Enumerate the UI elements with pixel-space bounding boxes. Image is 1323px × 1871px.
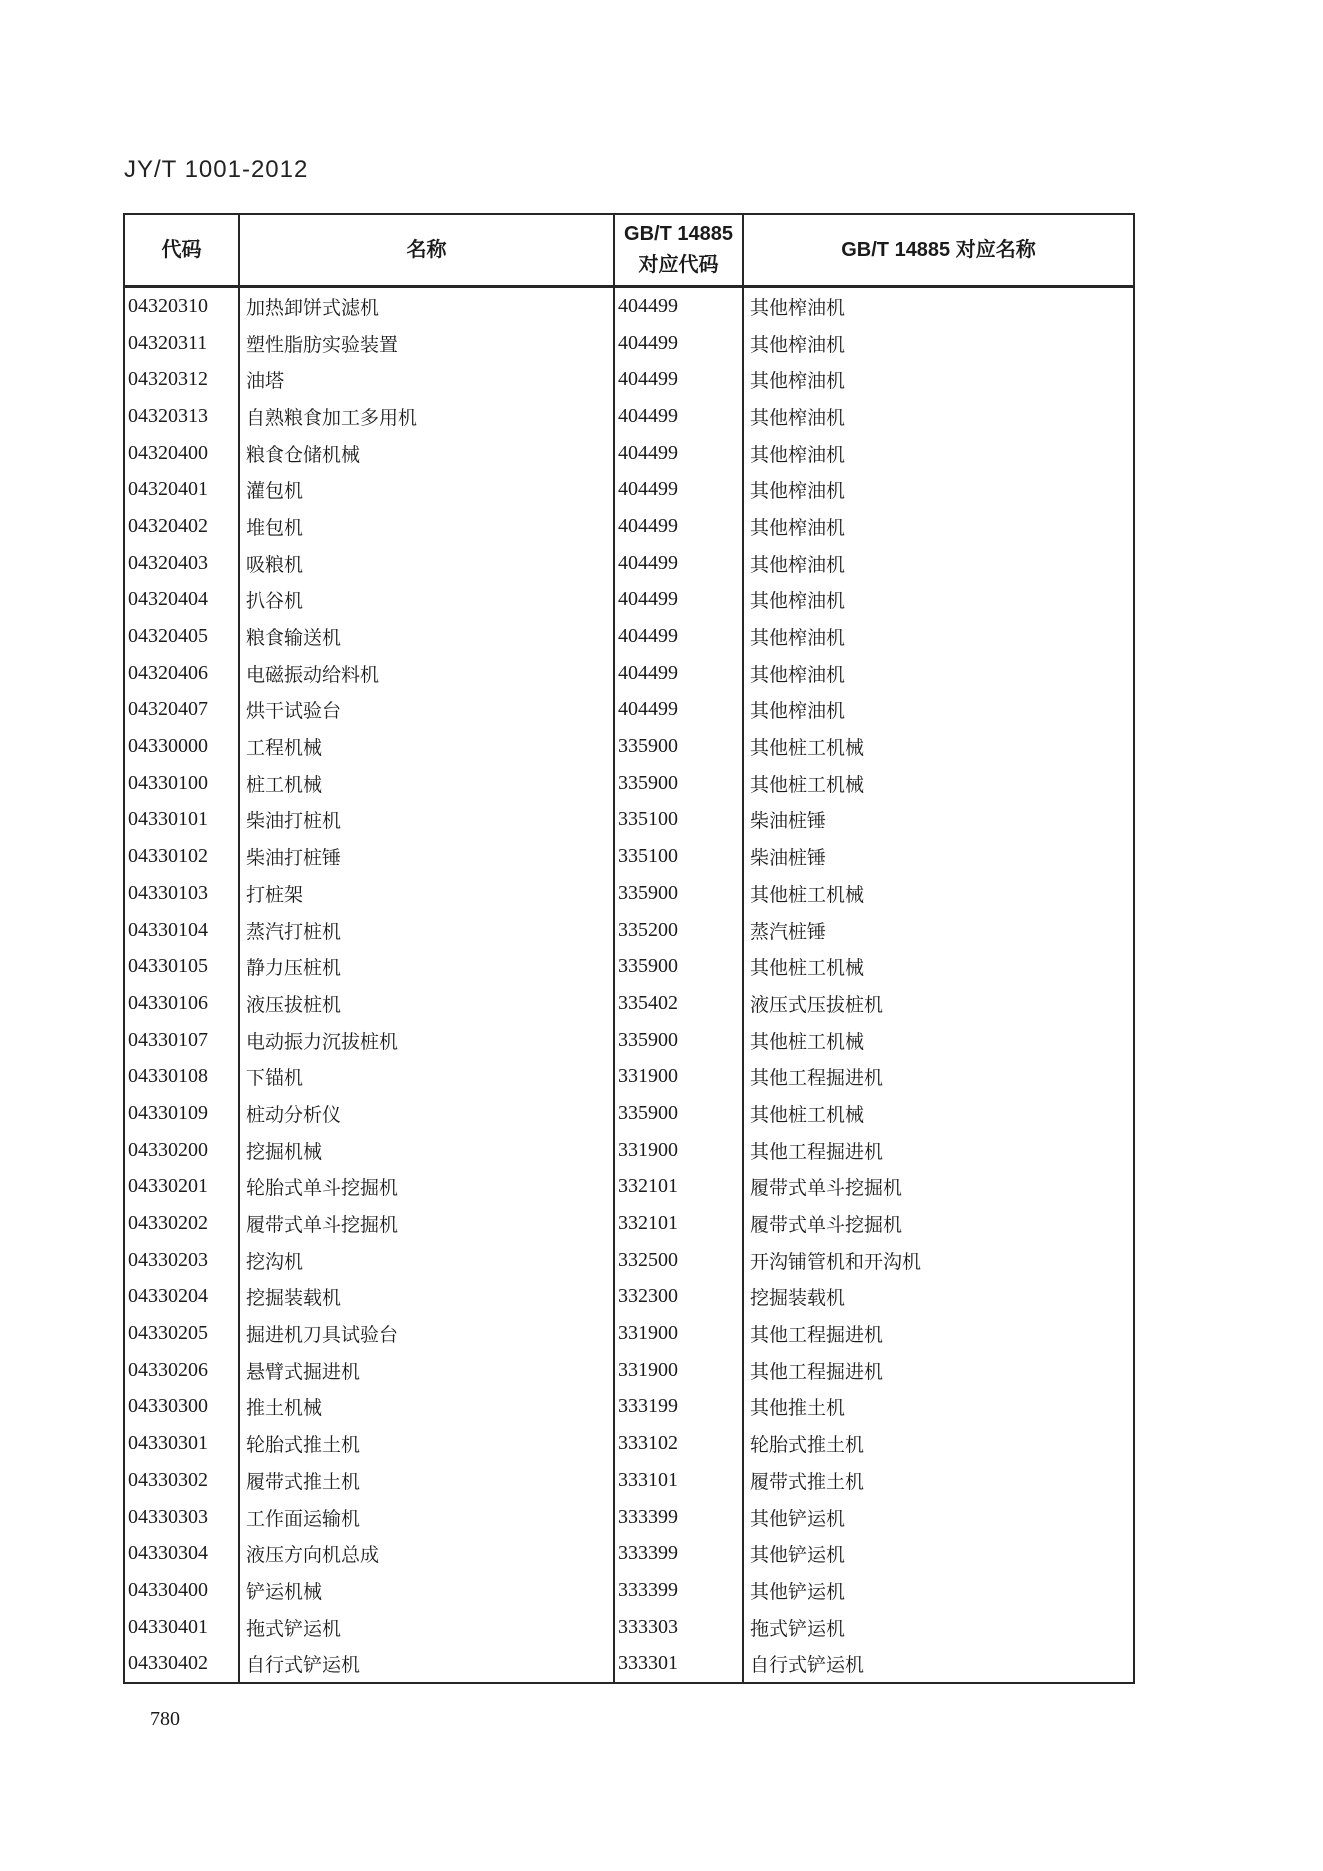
table-row (124, 875, 1134, 912)
cell-gbt-code: 404499 (614, 287, 743, 325)
cell-gbt-name: 其他榨油机 (743, 435, 1134, 472)
cell-name: 履带式推土机 (239, 1462, 614, 1499)
cell-gbt-name: 其他榨油机 (743, 398, 1134, 435)
cell-gbt-name: 履带式推土机 (743, 1462, 1134, 1499)
table-row (124, 655, 1134, 692)
cell-code: 04320313 (124, 398, 239, 435)
cell-code: 04330107 (124, 1022, 239, 1059)
table-row (124, 1022, 1134, 1059)
cell-gbt-code: 333399 (614, 1572, 743, 1609)
cell-code: 04320405 (124, 618, 239, 655)
table-row (124, 1058, 1134, 1095)
cell-gbt-code: 404499 (614, 361, 743, 398)
cell-code: 04330401 (124, 1609, 239, 1646)
cell-gbt-code: 331900 (614, 1132, 743, 1169)
cell-gbt-code: 404499 (614, 398, 743, 435)
cell-code: 04330300 (124, 1389, 239, 1426)
cell-code: 04330101 (124, 802, 239, 839)
table-row (124, 582, 1134, 619)
table-row (124, 985, 1134, 1022)
cell-gbt-name: 开沟铺管机和开沟机 (743, 1242, 1134, 1279)
table-row (124, 1462, 1134, 1499)
table-row (124, 1352, 1134, 1389)
table-row (124, 948, 1134, 985)
table-row (124, 1499, 1134, 1536)
cell-gbt-code: 331900 (614, 1352, 743, 1389)
cell-code: 04330400 (124, 1572, 239, 1609)
cell-code: 04330202 (124, 1205, 239, 1242)
cell-code: 04330106 (124, 985, 239, 1022)
cell-gbt-name: 其他桩工机械 (743, 1022, 1134, 1059)
cell-gbt-code: 404499 (614, 582, 743, 619)
cell-gbt-code: 333399 (614, 1535, 743, 1572)
cell-gbt-name: 柴油桩锤 (743, 838, 1134, 875)
table-header (124, 214, 1134, 287)
column-header-code: 代码 (124, 214, 239, 287)
cell-gbt-name: 自行式铲运机 (743, 1645, 1134, 1683)
cell-gbt-name: 其他榨油机 (743, 471, 1134, 508)
cell-code: 04320403 (124, 545, 239, 582)
code-mapping-table-wrap (123, 213, 1135, 1684)
cell-name: 油塔 (239, 361, 614, 398)
cell-code: 04330206 (124, 1352, 239, 1389)
page-number: 780 (150, 1708, 180, 1730)
cell-name: 工作面运输机 (239, 1499, 614, 1536)
cell-code: 04320406 (124, 655, 239, 692)
cell-name: 掘进机刀具试验台 (239, 1315, 614, 1352)
cell-name: 自行式铲运机 (239, 1645, 614, 1683)
cell-code: 04330102 (124, 838, 239, 875)
table-row (124, 471, 1134, 508)
cell-gbt-name: 其他工程掘进机 (743, 1352, 1134, 1389)
cell-gbt-code: 333303 (614, 1609, 743, 1646)
cell-gbt-code: 331900 (614, 1058, 743, 1095)
cell-name: 柴油打桩机 (239, 802, 614, 839)
cell-gbt-code: 335900 (614, 728, 743, 765)
cell-name: 轮胎式单斗挖掘机 (239, 1169, 614, 1206)
cell-gbt-name: 其他榨油机 (743, 655, 1134, 692)
cell-gbt-code: 404499 (614, 508, 743, 545)
cell-gbt-name: 其他工程掘进机 (743, 1058, 1134, 1095)
cell-name: 蒸汽打桩机 (239, 912, 614, 949)
cell-name: 履带式单斗挖掘机 (239, 1205, 614, 1242)
cell-name: 铲运机械 (239, 1572, 614, 1609)
table-row (124, 1572, 1134, 1609)
cell-gbt-name: 其他桩工机械 (743, 728, 1134, 765)
table-row (124, 435, 1134, 472)
table-row (124, 912, 1134, 949)
cell-gbt-name: 其他铲运机 (743, 1499, 1134, 1536)
table-row (124, 1389, 1134, 1426)
table-row (124, 508, 1134, 545)
cell-gbt-name: 其他桩工机械 (743, 765, 1134, 802)
cell-gbt-code: 333102 (614, 1425, 743, 1462)
cell-name: 灌包机 (239, 471, 614, 508)
cell-name: 轮胎式推土机 (239, 1425, 614, 1462)
cell-gbt-code: 331900 (614, 1315, 743, 1352)
table-row (124, 287, 1134, 325)
table-body (124, 287, 1134, 1684)
standard-number-title: JY/T 1001-2012 (124, 156, 309, 183)
table-row (124, 802, 1134, 839)
table-row (124, 838, 1134, 875)
cell-gbt-name: 挖掘装载机 (743, 1279, 1134, 1316)
cell-gbt-code: 335900 (614, 948, 743, 985)
column-header-gbt-code-line2: 对应代码 (638, 254, 719, 276)
cell-gbt-code: 404499 (614, 692, 743, 729)
table-row (124, 1315, 1134, 1352)
cell-name: 挖掘装载机 (239, 1279, 614, 1316)
cell-gbt-name: 蒸汽桩锤 (743, 912, 1134, 949)
cell-code: 04330109 (124, 1095, 239, 1132)
cell-gbt-name: 柴油桩锤 (743, 802, 1134, 839)
cell-gbt-code: 333399 (614, 1499, 743, 1536)
cell-name: 电动振力沉拔桩机 (239, 1022, 614, 1059)
cell-name: 挖沟机 (239, 1242, 614, 1279)
table-row (124, 728, 1134, 765)
table-row (124, 692, 1134, 729)
cell-gbt-code: 333301 (614, 1645, 743, 1683)
cell-gbt-name: 其他榨油机 (743, 508, 1134, 545)
cell-name: 塑性脂肪实验装置 (239, 325, 614, 362)
cell-name: 吸粮机 (239, 545, 614, 582)
cell-name: 液压方向机总成 (239, 1535, 614, 1572)
table-row (124, 1279, 1134, 1316)
cell-gbt-code: 335900 (614, 1095, 743, 1132)
code-mapping-table (123, 213, 1135, 1684)
cell-code: 04330105 (124, 948, 239, 985)
table-row (124, 1242, 1134, 1279)
cell-code: 04330304 (124, 1535, 239, 1572)
cell-gbt-code: 332500 (614, 1242, 743, 1279)
table-row (124, 1169, 1134, 1206)
table-row (124, 765, 1134, 802)
cell-code: 04330200 (124, 1132, 239, 1169)
cell-gbt-code: 404499 (614, 325, 743, 362)
cell-code: 04320401 (124, 471, 239, 508)
cell-gbt-name: 拖式铲运机 (743, 1609, 1134, 1646)
cell-code: 04330201 (124, 1169, 239, 1206)
cell-code: 04320312 (124, 361, 239, 398)
cell-gbt-name: 其他榨油机 (743, 287, 1134, 325)
cell-name: 加热卸饼式滤机 (239, 287, 614, 325)
table-row (124, 325, 1134, 362)
cell-gbt-name: 其他铲运机 (743, 1572, 1134, 1609)
table-row (124, 545, 1134, 582)
cell-code: 04330203 (124, 1242, 239, 1279)
cell-gbt-code: 335100 (614, 838, 743, 875)
cell-name: 打桩架 (239, 875, 614, 912)
cell-code: 04320404 (124, 582, 239, 619)
column-header-gbt-name: GB/T 14885 对应名称 (743, 214, 1134, 287)
cell-gbt-code: 335200 (614, 912, 743, 949)
table-row (124, 1645, 1134, 1683)
cell-name: 下锚机 (239, 1058, 614, 1095)
cell-gbt-code: 332101 (614, 1169, 743, 1206)
cell-gbt-name: 液压式压拔桩机 (743, 985, 1134, 1022)
table-row (124, 1095, 1134, 1132)
cell-gbt-code: 335402 (614, 985, 743, 1022)
cell-code: 04320402 (124, 508, 239, 545)
column-header-gbt-code-line1: GB/T 14885 (624, 223, 733, 245)
cell-code: 04320400 (124, 435, 239, 472)
cell-gbt-code: 404499 (614, 655, 743, 692)
cell-gbt-code: 404499 (614, 435, 743, 472)
cell-gbt-code: 332300 (614, 1279, 743, 1316)
cell-name: 拖式铲运机 (239, 1609, 614, 1646)
cell-code: 04330303 (124, 1499, 239, 1536)
column-header-gbt-code (614, 214, 743, 287)
cell-gbt-name: 其他桩工机械 (743, 1095, 1134, 1132)
cell-gbt-code: 335100 (614, 802, 743, 839)
cell-code: 04330100 (124, 765, 239, 802)
cell-code: 04330204 (124, 1279, 239, 1316)
cell-name: 粮食输送机 (239, 618, 614, 655)
cell-name: 电磁振动给料机 (239, 655, 614, 692)
cell-gbt-name: 其他推土机 (743, 1389, 1134, 1426)
cell-gbt-code: 333199 (614, 1389, 743, 1426)
table-row (124, 1425, 1134, 1462)
cell-name: 静力压桩机 (239, 948, 614, 985)
cell-gbt-name: 其他榨油机 (743, 692, 1134, 729)
cell-gbt-name: 其他榨油机 (743, 582, 1134, 619)
cell-gbt-code: 333101 (614, 1462, 743, 1499)
cell-gbt-name: 其他榨油机 (743, 618, 1134, 655)
header-row (124, 214, 1134, 287)
cell-name: 扒谷机 (239, 582, 614, 619)
cell-code: 04330402 (124, 1645, 239, 1683)
cell-name: 烘干试验台 (239, 692, 614, 729)
cell-gbt-name: 履带式单斗挖掘机 (743, 1169, 1134, 1206)
table-row (124, 398, 1134, 435)
cell-code: 04330103 (124, 875, 239, 912)
cell-gbt-code: 335900 (614, 1022, 743, 1059)
table-row (124, 1205, 1134, 1242)
cell-gbt-name: 其他桩工机械 (743, 948, 1134, 985)
cell-name: 自熟粮食加工多用机 (239, 398, 614, 435)
cell-gbt-name: 履带式单斗挖掘机 (743, 1205, 1134, 1242)
cell-name: 挖掘机械 (239, 1132, 614, 1169)
cell-gbt-code: 404499 (614, 471, 743, 508)
table-row (124, 618, 1134, 655)
cell-code: 04330301 (124, 1425, 239, 1462)
cell-name: 推土机械 (239, 1389, 614, 1426)
cell-gbt-name: 其他桩工机械 (743, 875, 1134, 912)
cell-gbt-code: 404499 (614, 545, 743, 582)
cell-gbt-code: 335900 (614, 875, 743, 912)
cell-name: 工程机械 (239, 728, 614, 765)
cell-name: 堆包机 (239, 508, 614, 545)
cell-name: 桩动分析仪 (239, 1095, 614, 1132)
table-row (124, 1609, 1134, 1646)
table-row (124, 1535, 1134, 1572)
cell-gbt-name: 轮胎式推土机 (743, 1425, 1134, 1462)
cell-code: 04330205 (124, 1315, 239, 1352)
column-header-name: 名称 (239, 214, 614, 287)
cell-name: 悬臂式掘进机 (239, 1352, 614, 1389)
table-row (124, 361, 1134, 398)
cell-code: 04320407 (124, 692, 239, 729)
cell-gbt-name: 其他工程掘进机 (743, 1132, 1134, 1169)
cell-code: 04330108 (124, 1058, 239, 1095)
cell-name: 桩工机械 (239, 765, 614, 802)
cell-gbt-name: 其他榨油机 (743, 545, 1134, 582)
cell-name: 柴油打桩锤 (239, 838, 614, 875)
cell-gbt-name: 其他榨油机 (743, 361, 1134, 398)
cell-gbt-name: 其他工程掘进机 (743, 1315, 1134, 1352)
cell-name: 粮食仓储机械 (239, 435, 614, 472)
cell-code: 04330302 (124, 1462, 239, 1499)
cell-name: 液压拔桩机 (239, 985, 614, 1022)
cell-code: 04330104 (124, 912, 239, 949)
table-row (124, 1132, 1134, 1169)
cell-gbt-name: 其他榨油机 (743, 325, 1134, 362)
cell-gbt-name: 其他铲运机 (743, 1535, 1134, 1572)
cell-code: 04320310 (124, 287, 239, 325)
cell-code: 04330000 (124, 728, 239, 765)
cell-gbt-code: 332101 (614, 1205, 743, 1242)
cell-gbt-code: 404499 (614, 618, 743, 655)
cell-gbt-code: 335900 (614, 765, 743, 802)
cell-code: 04320311 (124, 325, 239, 362)
